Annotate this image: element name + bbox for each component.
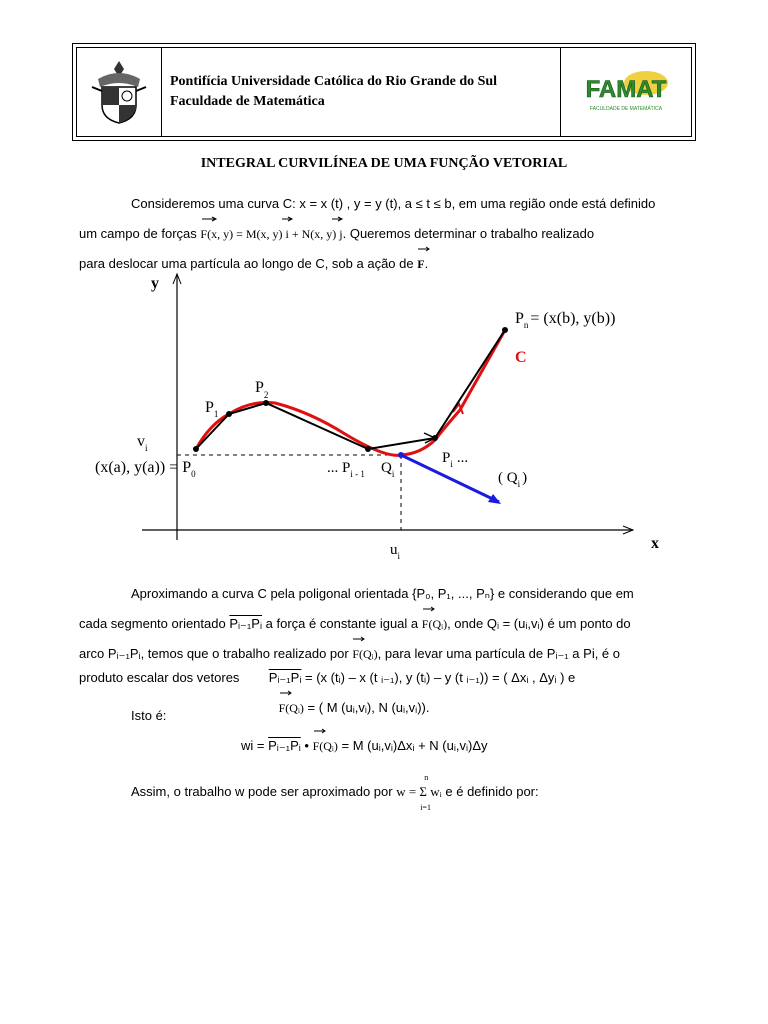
intro-line-3: para deslocar uma partícula ao longo de C, sob a ação de [79,256,414,271]
point-P2 [263,400,269,406]
F-Qi-vector: F(Qᵢ) [279,690,304,720]
label-ui: $u_i$ [390,542,401,561]
segment-Pi-1Pi: Pᵢ₋₁Pᵢ [268,670,302,685]
header-box [72,43,696,141]
point-Pi [432,435,438,441]
label-Pn: $P_n = (x(b)$, y(b)) [515,310,616,330]
x-axis-label: x [651,535,659,552]
force-arrow-icon [488,494,501,504]
approx-line-2b: a força é constante igual a [265,616,419,631]
F-Qi-vector: F(Qᵢ) [313,728,338,758]
approx-line-4b: = (x (tᵢ) – x (t ᵢ₋₁), y (tᵢ) – y (t ᵢ₋₁)) = ( Δxᵢ , Δyᵢ ) e [305,670,576,685]
vector-arrow-icon [422,606,436,612]
vector-arrow-icon [352,636,366,642]
assim-text-a: Assim, o trabalho w pode ser aproximado por [131,784,393,799]
F-Qi-vector: F(Qᵢ) [422,606,447,636]
label-Qi: $Q_i$ [381,460,395,479]
point-P1 [226,411,232,417]
assim-text-b: e é definido por: [445,784,539,799]
vector-arrow-icon [313,728,327,734]
label-Pi: $P_i$ ... [442,450,469,469]
point-Qi [398,452,404,458]
approx-line-4a: produto escalar dos vetores [79,670,240,685]
paragraph-assim [79,773,689,812]
label-P2: $P_2$ [255,379,269,400]
label-start-P0: (x(a), $y(a)) = P_0$ [95,459,196,479]
label-Pi-1: ... $P_{i - 1}$ [327,460,365,479]
intro-line-1: Consideremos uma curva C: x = x (t) , y = y (t), a ≤ t ≤ b, em uma região onde está definido [131,196,656,211]
work-formula-wi: wi = Pᵢ₋₁Pᵢ • F(Qᵢ) = M (uᵢ,vᵢ)Δxᵢ + N (uᵢ,vᵢ)Δy [79,728,689,758]
vector-arrow-icon [417,246,431,252]
isto-e: Isto é: [131,708,167,723]
curve-C [196,330,505,455]
intro-line-2c: . Queremos determinar o trabalho realizado [342,226,595,241]
force-F-vector: F [417,246,424,276]
famat-logo [561,48,691,136]
university-crest [77,48,162,136]
approx-line-3a: arco Pᵢ₋₁Pᵢ, temos que o trabalho realizado por [79,646,349,661]
approx-line-2a: cada segmento orientado [79,616,226,631]
faculty-name: Faculdade de Matemática [170,94,325,109]
polygonal-path [196,330,505,449]
intro-line-3-end: . [424,256,429,271]
point-Pi-1 [365,446,371,452]
intro-line-2a: um campo de forças [79,226,197,241]
segment-Pi-1Pi: Pᵢ₋₁Pᵢ [229,616,263,631]
label-C: C [515,349,527,366]
label-F-Qi: ( $Q_i$ ) [498,470,528,489]
point-Pn [502,327,508,333]
famat-subtext: FACULDADE DE MATEMÁTICA [589,106,663,112]
paragraph-approximation [79,582,689,720]
page-title: INTEGRAL CURVILÍNEA DE UMA FUNÇÃO VETORIAL [200,156,568,171]
force-field-formula: F(x, y) = M(x, y) i + N(x, y) j [200,216,342,246]
point-P0 [193,446,199,452]
famat-text: FAMAT [585,76,667,103]
F-Qi-vector: F(Qᵢ) [352,636,377,666]
approx-line-2c: , onde Qᵢ = (uᵢ,vᵢ) é um ponto do [447,616,631,631]
curve-figure [85,262,685,562]
vector-arrow-icon [200,216,350,222]
crest-icon [88,57,150,127]
sum-formula: n w = Σ wᵢ i=1 [396,773,442,812]
approx-line-1: Aproximando a curva C pela poligonal orientada {P₀, P₁, ..., Pₙ} e considerando que em [131,586,634,601]
approx-line-3b: , para levar uma partícula de Pᵢ₋₁ a Pi, é o [377,646,621,661]
vector-arrow-icon [279,690,293,696]
university-name: Pontifícia Universidade Católica do Rio Grande do Sul [170,74,498,89]
label-P1: $P_1$ [205,399,219,419]
label-vi: $v_i$ [137,433,148,453]
y-axis-label: y [151,275,159,292]
famat-logo-icon [576,67,676,117]
approx-line-5b: = ( M (uᵢ,vᵢ), N (uᵢ,vᵢ)). [307,700,430,715]
segment-Pi-1Pi: Pᵢ₋₁Pᵢ [268,738,301,753]
